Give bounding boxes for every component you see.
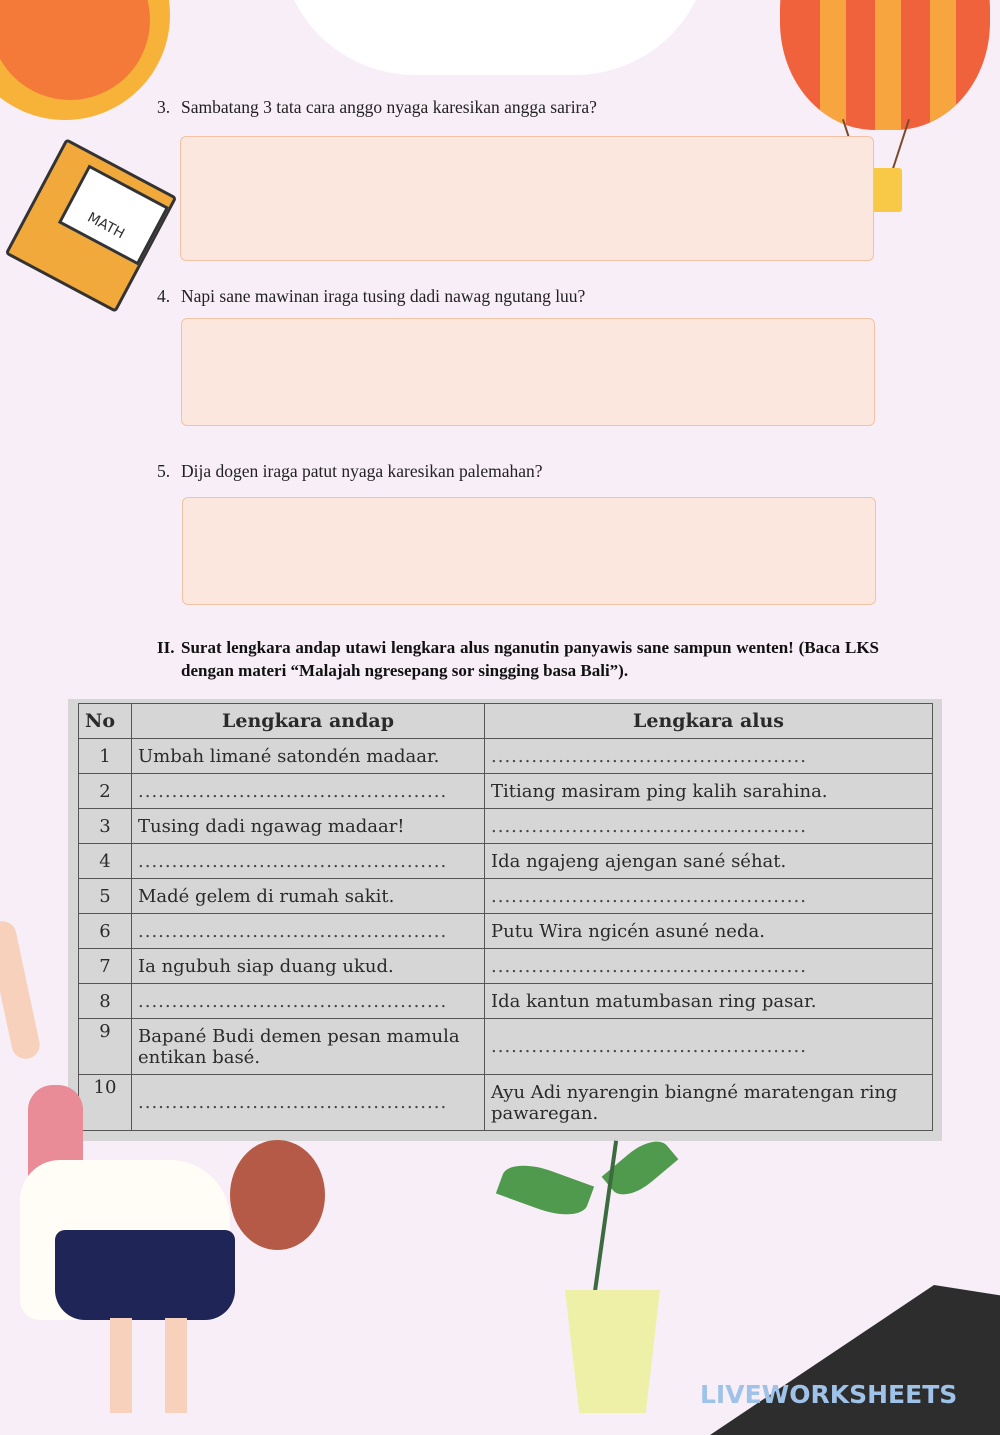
question-4 xyxy=(157,286,585,307)
cell-alus: Ida ngajeng ajengan sané séhat. xyxy=(485,844,933,879)
cell-alus-blank[interactable]: ............................................... xyxy=(485,739,933,774)
math-book-label: MATH xyxy=(84,209,128,243)
row-number: 10 xyxy=(79,1075,132,1131)
table-row xyxy=(79,914,933,949)
header-alus: Lengkara alus xyxy=(485,704,933,739)
cell-alus-blank[interactable]: ............................................... xyxy=(485,1019,933,1075)
question-text: Napi sane mawinan iraga tusing dadi nawag ngutang luu? xyxy=(181,286,586,306)
row-number: 2 xyxy=(79,774,132,809)
row-number: 6 xyxy=(79,914,132,949)
table-row xyxy=(79,879,933,914)
cell-andap: Bapané Budi demen pesan mamula entikan basé. xyxy=(132,1019,485,1075)
row-number: 5 xyxy=(79,879,132,914)
table-row xyxy=(79,1075,933,1131)
cell-andap-blank[interactable]: .............................................. xyxy=(132,1075,485,1131)
question-number: 4. xyxy=(157,286,171,306)
cell-andap-blank[interactable]: .............................................. xyxy=(132,774,485,809)
row-number: 7 xyxy=(79,949,132,984)
exercise-table xyxy=(78,703,933,1131)
hot-air-balloon-decoration xyxy=(780,0,990,130)
math-book-illustration xyxy=(28,160,158,290)
row-number: 1 xyxy=(79,739,132,774)
question-text: Dija dogen iraga patut nyaga karesikan palemahan? xyxy=(181,461,543,481)
cell-alus-blank[interactable]: ............................................... xyxy=(485,949,933,984)
table-row xyxy=(79,844,933,879)
table-row xyxy=(79,984,933,1019)
cell-alus: Titiang masiram ping kalih sarahina. xyxy=(485,774,933,809)
answer-box-3[interactable] xyxy=(180,136,874,261)
header-andap: Lengkara andap xyxy=(132,704,485,739)
cell-andap: Tusing dadi ngawag madaar! xyxy=(132,809,485,844)
question-3 xyxy=(157,97,597,118)
cell-andap-blank[interactable]: .............................................. xyxy=(132,914,485,949)
cell-andap-blank[interactable]: .............................................. xyxy=(132,844,485,879)
plant-stem xyxy=(592,1141,618,1300)
answer-box-5[interactable] xyxy=(182,497,876,605)
cell-alus: Ayu Adi nyarengin biangné maratengan ring pawaregan. xyxy=(485,1075,933,1131)
girl-hair-illustration xyxy=(230,1140,325,1250)
balloon-basket xyxy=(870,168,902,212)
girl-arm-illustration xyxy=(0,919,42,1062)
question-number: 3. xyxy=(157,97,171,117)
row-number: 3 xyxy=(79,809,132,844)
question-5 xyxy=(157,461,543,482)
girl-skirt-illustration xyxy=(55,1230,235,1320)
question-text: Sambatang 3 tata cara anggo nyaga karesikan angga sarira? xyxy=(181,97,597,117)
answer-box-4[interactable] xyxy=(181,318,875,426)
section-2-instruction xyxy=(157,636,879,682)
table-row xyxy=(79,739,933,774)
girl-leg-illustration xyxy=(165,1318,187,1413)
table-row xyxy=(79,949,933,984)
table-row xyxy=(79,774,933,809)
cell-andap: Madé gelem di rumah sakit. xyxy=(132,879,485,914)
cell-alus: Ida kantun matumbasan ring pasar. xyxy=(485,984,933,1019)
cell-andap-blank[interactable]: .............................................. xyxy=(132,984,485,1019)
cell-alus-blank[interactable]: ............................................... xyxy=(485,809,933,844)
cell-alus: Putu Wira ngicén asuné neda. xyxy=(485,914,933,949)
cell-andap: Umbah limané satondén madaar. xyxy=(132,739,485,774)
table-row xyxy=(79,809,933,844)
row-number: 9 xyxy=(79,1019,132,1075)
cell-alus-blank[interactable]: ............................................... xyxy=(485,879,933,914)
cloud-decoration xyxy=(280,0,710,75)
table-row xyxy=(79,1019,933,1075)
section-text: Surat lengkara andap utawi lengkara alus nganutin panyawis sane sampun wenten! (Baca LKS dengan materi “Malajah ngresepang sor singging basa Bali”). xyxy=(181,638,879,680)
exercise-table-scan xyxy=(68,699,942,1141)
liveworksheets-logo: LIVEWORKSHEETS xyxy=(700,1380,958,1409)
question-number: 5. xyxy=(157,461,171,481)
header-no: No xyxy=(79,704,132,739)
table-header-row xyxy=(79,704,933,739)
section-number: II. xyxy=(157,638,175,657)
cell-andap: Ia ngubuh siap duang ukud. xyxy=(132,949,485,984)
girl-leg-illustration xyxy=(110,1318,132,1413)
plant-leaf xyxy=(496,1156,594,1224)
row-number: 4 xyxy=(79,844,132,879)
row-number: 8 xyxy=(79,984,132,1019)
plant-pot xyxy=(565,1290,660,1413)
